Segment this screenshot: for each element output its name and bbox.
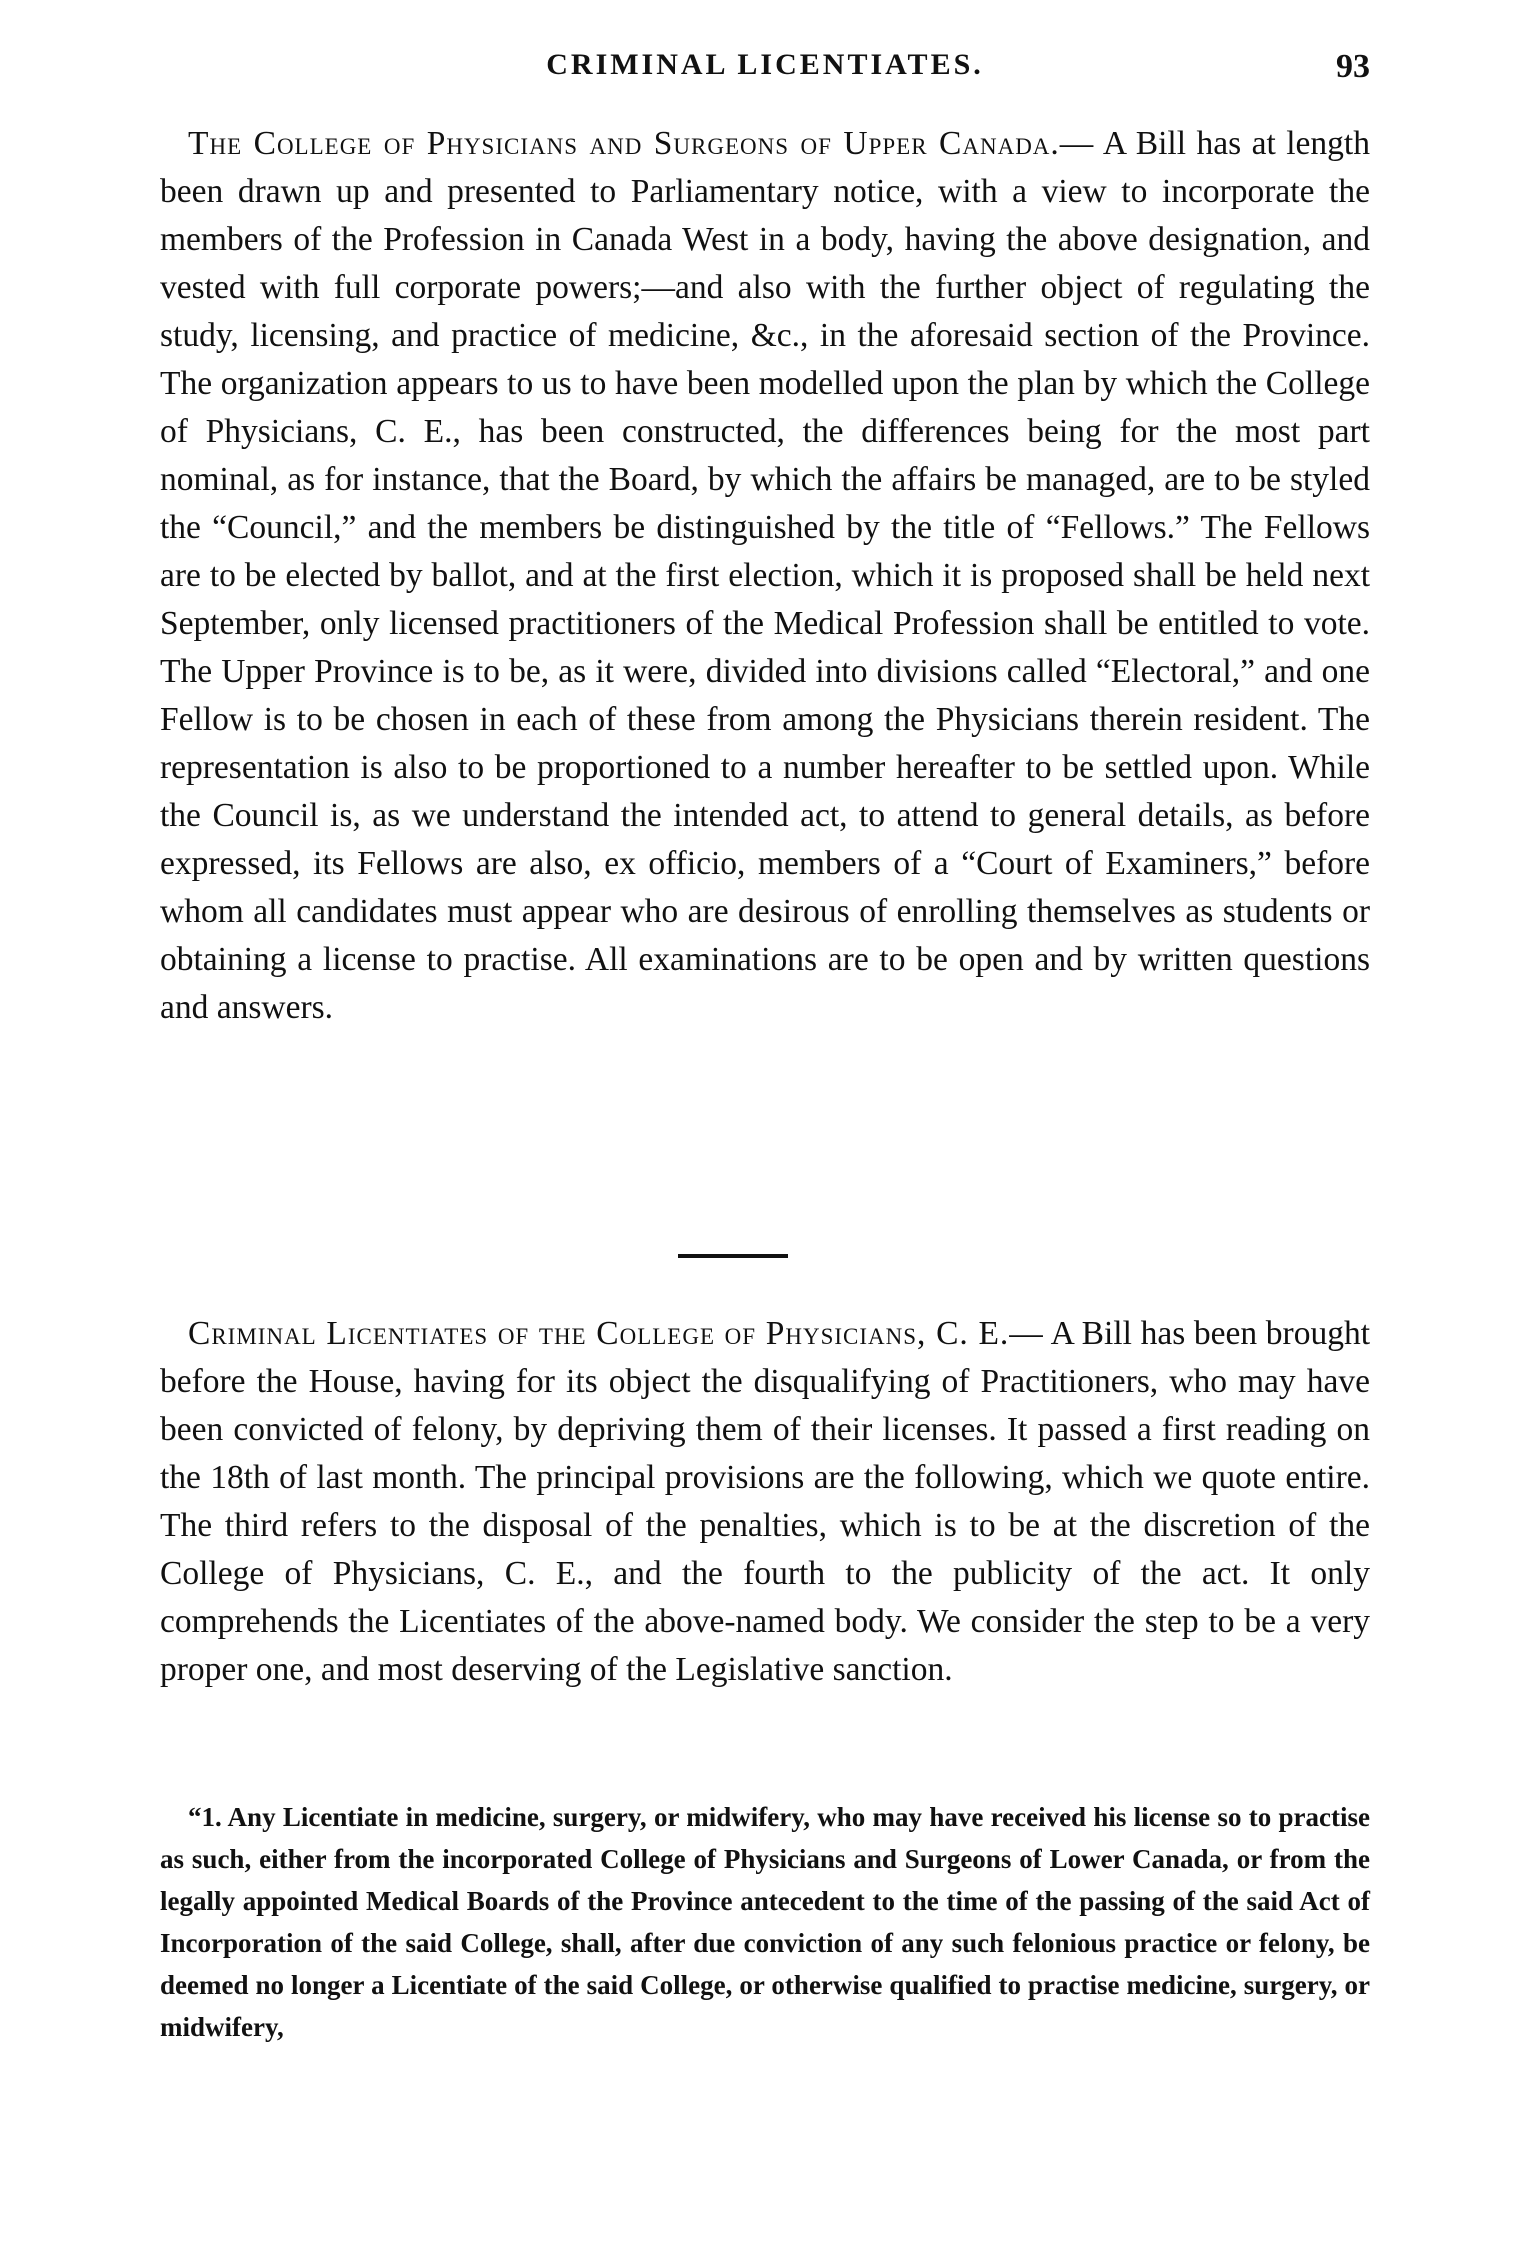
article-paragraph	[160, 1310, 1370, 1694]
article-heading: Criminal Licentiates of the College of Physicians, C. E.—	[188, 1315, 1044, 1352]
article-heading: The College of Physicians and Surgeons of Upper Canada.—	[188, 125, 1095, 162]
section-divider	[678, 1254, 788, 1258]
article-college-physicians-surgeons-upper-canada	[160, 120, 1370, 1032]
article-body: A Bill has been brought before the House, having for its object the disqualifying of Practitioners, who may have been convicted of felony, by depriving them of their licenses. It passed a first reading on the 18th of last month. The principal provisions are the following, which we quote entire. The third refers to the disposal of the penalties, which is to be at the discretion of the College of Physicians, C. E., and the fourth to the publicity of the act. It only comprehends the Licentiates of the above-named body. We consider the step to be a very proper one, and most deserving of the Legislative sanction.	[160, 1315, 1371, 1688]
running-head	[160, 48, 1370, 108]
quotation-text: “1. Any Licentiate in medicine, surgery, or midwifery, who may have received his license so to practise as such, either from the incorporated College of Physicians and Surgeons of Lower Canada, or from the legally appointed Medical Boards of the Province antecedent to the time of the passing of the said Act of Incorporation of the said College, shall, after due conviction of any such felonious practice or felony, be deemed no longer a Licentiate of the said College, or otherwise qualified to practise medicine, surgery, or midwifery,	[160, 1802, 1370, 2042]
page-number: 93	[1336, 48, 1370, 85]
running-title: CRIMINAL LICENTIATES.	[546, 48, 984, 81]
article-criminal-licentiates	[160, 1310, 1370, 1694]
bill-quotation	[160, 1796, 1370, 2048]
article-paragraph	[160, 120, 1370, 1032]
article-body: A Bill has at length been drawn up and presented to Parliamentary notice, with a view to incorporate the members of the Profession in Canada West in a body, having the above designation, and vested with full corporate powers;—and also with the further object of regulating the study, licensing, and practice of medicine, &c., in the aforesaid section of the Province. The organization appears to us to have been modelled upon the plan by which the College of Physicians, C. E., has been constructed, the differences being for the most part nominal, as for instance, that the Board, by which the affairs be managed, are to be styled the “Council,” and the members be distinguished by the title of “Fellows.” The Fellows are to be elected by ballot, and at the first election, which it is proposed shall be held next September, only licensed practitioners of the Medical Profession shall be entitled to vote. The Upper Province is to be, as it were, divided into divisions called “Electoral,” and one Fellow is to be chosen in each of these from among the Physicians therein resident. The representation is also to be proportioned to a number hereafter to be settled upon. While the Council is, as we understand the intended act, to attend to general details, as before expressed, its Fellows are also, ex officio, members of a “Court of Examiners,” before whom all candidates must appear who are desirous of enrolling themselves as students or obtaining a license to practise. All examinations are to be open and by written questions and answers.	[160, 125, 1370, 1026]
